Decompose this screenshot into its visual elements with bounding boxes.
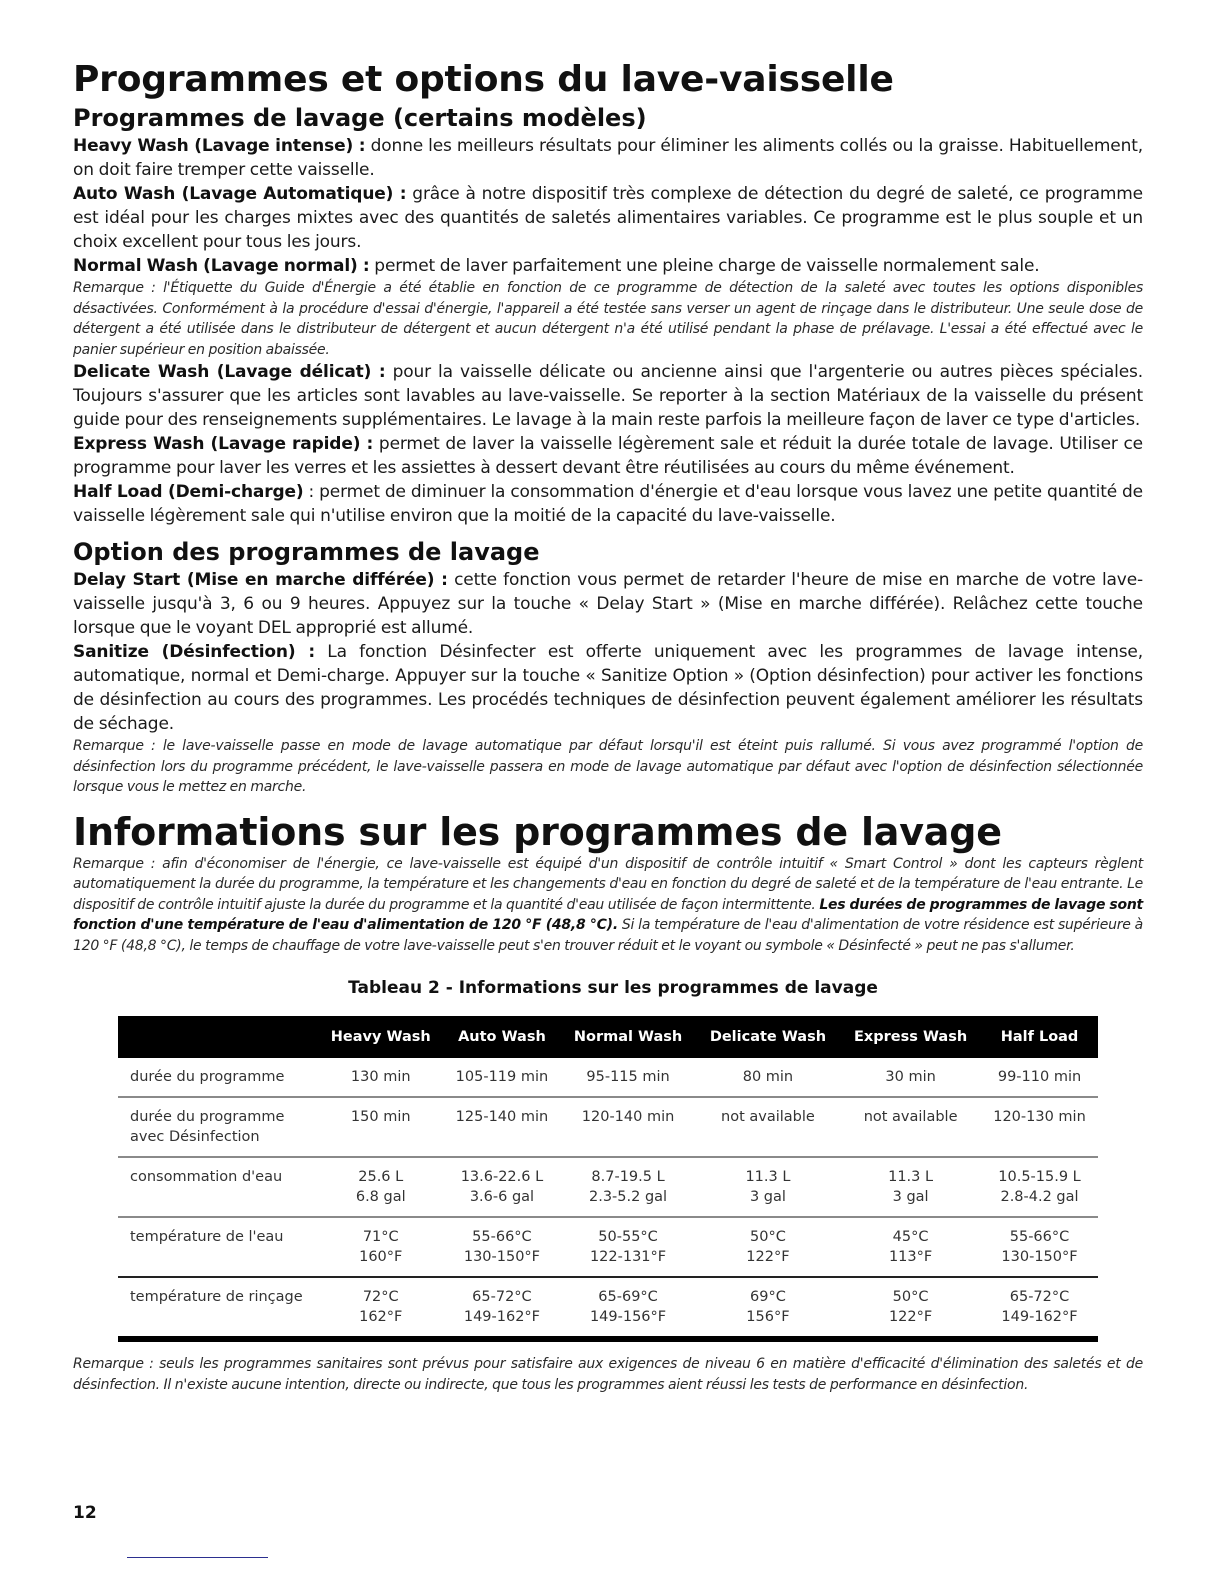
entry-half-load bbox=[73, 480, 1143, 528]
table-cell: not available bbox=[696, 1097, 840, 1157]
row-label: température de l'eau bbox=[118, 1217, 318, 1277]
table-row bbox=[118, 1097, 1098, 1157]
note-energy-guide: Remarque : l'Étiquette du Guide d'Énergie a été établie en fonction de ce programme de détection de la saleté avec toutes les options disponibles désactivées. Conformément à la procédure d'essai d'énergie, l'appareil a été testée sans verser un agent de rinçage dans le distributeur. Une seule dose de détergent a été utilisée dans le distributeur de détergent et aucun détergent n'a été utilisé pendant la phase de prélavage. L'essai a été effectué avec le panier supérieur en position abaissée. bbox=[73, 280, 1143, 358]
entry-express-wash bbox=[73, 432, 1143, 480]
table-cell: 105-119 min bbox=[443, 1058, 560, 1097]
table-footnote: Remarque : seuls les programmes sanitaires sont prévus pour satisfaire aux exigences de niveau 6 en matière d'efficacité d'élimination des saletés et de désinfection. Il n'existe aucune intention, directe ou indirecte, que tous les programmes aient réussi les tests de performance en désinfection. bbox=[73, 1356, 1143, 1393]
table-cell: 125-140 min bbox=[443, 1097, 560, 1157]
table-cell: 50°C 122°F bbox=[696, 1217, 840, 1277]
term-delicate-wash: Delicate Wash (Lavage délicat) : bbox=[73, 362, 386, 382]
table-cell: 13.6-22.6 L 3.6-6 gal bbox=[443, 1157, 560, 1217]
desc-delay-start: cette fonction vous permet de retarder l'heure de mise en marche de votre lave-vaisselle jusqu'à 3, 6 ou 9 heures. Appuyez sur la touche « Delay Start » (Mise en marche différée). Relâchez cette touche lorsque que le voyant DEL approprié est allumé. bbox=[73, 570, 1144, 638]
desc-half-load: : permet de diminuer la consommation d'énergie et d'eau lorsque vous lavez une petite quantité de vaisselle légèrement sale qui n'utilise environ que la moitié de la capacité du lave-vaisselle. bbox=[73, 482, 1143, 526]
section-heading-wash-programs: Programmes de lavage (certains modèles) bbox=[73, 104, 647, 132]
header-express-wash: Express Wash bbox=[854, 1029, 968, 1045]
table-cell: 120-140 min bbox=[560, 1097, 695, 1157]
table-cell: 55-66°C 130-150°F bbox=[981, 1217, 1098, 1277]
table-cell: 80 min bbox=[696, 1058, 840, 1097]
table-cell: 11.3 L 3 gal bbox=[696, 1157, 840, 1217]
section-title-program-info: Informations sur les programmes de lavage bbox=[73, 809, 1002, 854]
table-cell: 150 min bbox=[318, 1097, 443, 1157]
table-cell: 99-110 min bbox=[981, 1058, 1098, 1097]
term-delay-start: Delay Start (Mise en marche différée) : bbox=[73, 570, 448, 590]
term-sanitize: Sanitize (Désinfection) : bbox=[73, 642, 315, 662]
table-cell: 120-130 min bbox=[981, 1097, 1098, 1157]
table-cell: 65-72°C 149-162°F bbox=[981, 1277, 1098, 1339]
table-cell: 55-66°C 130-150°F bbox=[443, 1217, 560, 1277]
header-auto-wash: Auto Wash bbox=[458, 1029, 546, 1045]
desc-express-wash: permet de laver la vaisselle légèrement sale et réduit la durée totale de lavage. Utiliser ce programme pour laver les verres et les assiettes à dessert devant être réutilisées au cours du même événement. bbox=[73, 434, 1143, 478]
entry-sanitize bbox=[73, 640, 1143, 736]
note-smart-control-bold: Les durées de programmes de lavage sont fonction d'une température de l'eau d'alimentation de 120 °F (48,8 °C). bbox=[73, 896, 1143, 933]
table-cell: 71°C 160°F bbox=[318, 1217, 443, 1277]
note-smart-control bbox=[73, 854, 1143, 957]
section-heading-options: Option des programmes de lavage bbox=[73, 538, 540, 566]
row-label: température de rinçage bbox=[118, 1277, 318, 1339]
table-cell: not available bbox=[840, 1097, 981, 1157]
row-label: consommation d'eau bbox=[118, 1157, 318, 1217]
table-cell: 65-72°C 149-162°F bbox=[443, 1277, 560, 1339]
desc-heavy-wash: donne les meilleurs résultats pour éliminer les aliments collés ou la graisse. Habituellement, on doit faire tremper cette vaisselle. bbox=[73, 136, 1143, 180]
table-cell: 10.5-15.9 L 2.8-4.2 gal bbox=[981, 1157, 1098, 1217]
table-row bbox=[118, 1157, 1098, 1217]
table-cell: 69°C 156°F bbox=[696, 1277, 840, 1339]
table-cell: 95-115 min bbox=[560, 1058, 695, 1097]
table-caption: Tableau 2 - Informations sur les programmes de lavage bbox=[348, 978, 878, 998]
header-empty bbox=[118, 1016, 318, 1058]
entry-normal-wash bbox=[73, 254, 1143, 278]
table-header-row bbox=[118, 1016, 1098, 1058]
program-info-table bbox=[118, 1016, 1098, 1342]
note-auto-default: Remarque : le lave-vaisselle passe en mode de lavage automatique par défaut lorsqu'il est éteint puis rallumé. Si vous avez programmé l'option de désinfection lors du programme précédent, le lave-vaisselle passera en mode de lavage automatique par défaut avec l'option de désinfection sélectionnée lorsque vous le mettez en marche. bbox=[73, 738, 1143, 795]
term-express-wash: Express Wash (Lavage rapide) : bbox=[73, 434, 374, 454]
note-smart-control-part1: Remarque : afin d'économiser de l'énergie, ce lave-vaisselle est équipé d'un dispositif de contrôle intuitif « Smart Control » dont les capteurs règlent automatiquement la durée du programme, la température et les changements d'eau en fonction du degré de saleté et de la température de l'eau entrante. Le dispositif de contrôle intuitif ajuste la durée du programme et la quantité d'eau utilisée de façon intermittente. bbox=[73, 855, 1143, 913]
table-cell: 50-55°C 122-131°F bbox=[560, 1217, 695, 1277]
table-cell: 45°C 113°F bbox=[840, 1217, 981, 1277]
table-cell: 65-69°C 149-156°F bbox=[560, 1277, 695, 1339]
page-number: 12 bbox=[73, 1503, 97, 1523]
table-cell: 25.6 L 6.8 gal bbox=[318, 1157, 443, 1217]
desc-delicate-wash: pour la vaisselle délicate ou ancienne ainsi que l'argenterie ou autres pièces spéciales. Toujours s'assurer que les articles sont lavables au lave-vaisselle. Se reporter à la section Matériaux de la vaisselle du présent guide pour des renseignements supplémentaires. Le lavage à la main reste parfois la meilleure façon de laver ce type d'articles. bbox=[73, 362, 1143, 430]
table-row bbox=[118, 1277, 1098, 1339]
table-cell: 8.7-19.5 L 2.3-5.2 gal bbox=[560, 1157, 695, 1217]
term-heavy-wash: Heavy Wash (Lavage intense) : bbox=[73, 136, 366, 156]
desc-sanitize: La fonction Désinfecter est offerte uniquement avec les programmes de lavage intense, automatique, normal et Demi-charge. Appuyer sur la touche « Sanitize Option » (Option désinfection) pour activer les fonctions de désinfection au cours des programmes. Les procédés techniques de désinfection peuvent également améliorer les résultats de séchage. bbox=[73, 642, 1143, 734]
entry-delay-start bbox=[73, 568, 1143, 640]
row-label: durée du programme avec Désinfection bbox=[118, 1097, 318, 1157]
entry-auto-wash bbox=[73, 182, 1143, 254]
row-label: durée du programme bbox=[118, 1058, 318, 1097]
entry-heavy-wash bbox=[73, 134, 1143, 182]
page-title: Programmes et options du lave-vaisselle bbox=[73, 59, 894, 100]
header-half-load: Half Load bbox=[1000, 1029, 1079, 1045]
document-page bbox=[73, 58, 1143, 1395]
table-cell: 30 min bbox=[840, 1058, 981, 1097]
table-cell: 130 min bbox=[318, 1058, 443, 1097]
table-cell: 50°C 122°F bbox=[840, 1277, 981, 1339]
header-heavy-wash: Heavy Wash bbox=[330, 1029, 431, 1045]
table-cell: 72°C 162°F bbox=[318, 1277, 443, 1339]
table-cell: 11.3 L 3 gal bbox=[840, 1157, 981, 1217]
header-delicate-wash: Delicate Wash bbox=[709, 1029, 827, 1045]
desc-auto-wash: grâce à notre dispositif très complexe de détection du degré de saleté, ce programme est idéal pour les charges mixtes avec des quantités de saletés alimentaires variables. Ce programme est le plus souple et un choix excellent pour tous les jours. bbox=[73, 184, 1143, 252]
header-normal-wash: Normal Wash bbox=[573, 1029, 683, 1045]
footer-rule bbox=[127, 1557, 268, 1558]
note-smart-control-part2: Si la température de l'eau d'alimentation de votre résidence est supérieure à 120 °F (48,8 °C), le temps de chauffage de votre lave-vaisselle peut s'en trouver réduit et le voyant ou symbole « Désinfecté » peut ne pas s'allumer. bbox=[73, 917, 1143, 954]
entry-delicate-wash bbox=[73, 360, 1143, 432]
term-normal-wash: Normal Wash (Lavage normal) : bbox=[73, 256, 370, 276]
table-row bbox=[118, 1058, 1098, 1097]
table-row bbox=[118, 1217, 1098, 1277]
desc-normal-wash: permet de laver parfaitement une pleine charge de vaisselle normalement sale. bbox=[369, 256, 1040, 276]
term-auto-wash: Auto Wash (Lavage Automatique) : bbox=[73, 184, 407, 204]
term-half-load: Half Load (Demi-charge) bbox=[73, 482, 304, 502]
